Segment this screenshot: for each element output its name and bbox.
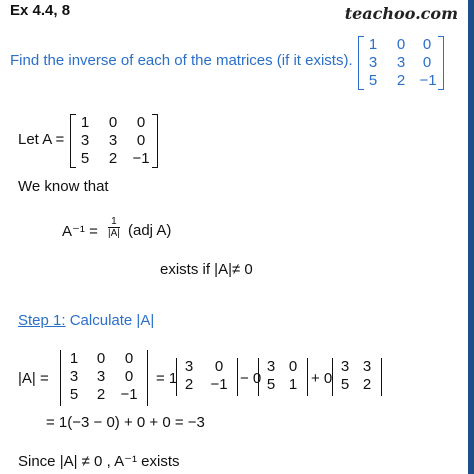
- det-op-plus-zero: + 0: [311, 370, 333, 387]
- right-accent-bar: [468, 0, 474, 474]
- matrix-cell: −1: [210, 376, 228, 393]
- brand-logo: teachoo.com: [344, 4, 458, 23]
- matrix-cell: 1: [80, 114, 90, 131]
- matrix-cell: 3: [368, 54, 378, 71]
- fraction-numerator: 1: [108, 216, 120, 228]
- matrix-cell: 2: [96, 386, 106, 403]
- let-a-matrix: [70, 114, 158, 168]
- question-text: Find the inverse of each of the matrices (if it exists).: [10, 52, 353, 69]
- det-minor-2: [258, 358, 308, 396]
- det-bar-left: [258, 358, 259, 396]
- matrix-cell: 1: [288, 376, 298, 393]
- det-bar-right: [307, 358, 308, 396]
- matrix-cell: 3: [396, 54, 406, 71]
- matrix-cell: 3: [266, 358, 276, 375]
- inverse-lhs: A⁻¹ =: [62, 223, 98, 240]
- matrix-cell: 1: [69, 350, 79, 367]
- exists-if-text: exists if |A|≠ 0: [160, 261, 253, 278]
- matrix-cell: 0: [108, 114, 118, 131]
- matrix-cell: 0: [396, 36, 406, 53]
- matrix-cell: 0: [96, 350, 106, 367]
- we-know-text: We know that: [18, 178, 109, 195]
- matrix-cell: −1: [419, 72, 437, 89]
- matrix-cell: 3: [96, 368, 106, 385]
- matrix-cell: 5: [266, 376, 276, 393]
- matrix-cell: 3: [362, 358, 372, 375]
- matrix-cell: 2: [108, 150, 118, 167]
- matrix-cell: 0: [422, 54, 432, 71]
- matrix-cell: 0: [124, 368, 134, 385]
- det-matrix: [60, 350, 148, 406]
- matrix-cell: 0: [288, 358, 298, 375]
- matrix-cell: 0: [136, 114, 146, 131]
- inverse-fraction: [108, 216, 120, 239]
- det-eq-one: = 1: [156, 370, 178, 387]
- det-op-minus-zero: − 0: [240, 370, 262, 387]
- exercise-title: Ex 4.4, 8: [10, 2, 71, 19]
- matrix-cell: 5: [368, 72, 378, 89]
- matrix-cell: 2: [396, 72, 406, 89]
- matrix-cell: 5: [340, 376, 350, 393]
- matrix-cell: 0: [136, 132, 146, 149]
- det-minor-1: [176, 358, 238, 396]
- inverse-rhs: (adj A): [128, 222, 172, 239]
- det-result-line: = 1(−3 − 0) + 0 + 0 = −3: [46, 414, 205, 431]
- step-1-text: Calculate |A|: [69, 312, 155, 329]
- matrix-cell: 3: [80, 132, 90, 149]
- matrix-cell: 5: [69, 386, 79, 403]
- matrix-cell: −1: [132, 150, 150, 167]
- let-a-label: Let A =: [18, 131, 65, 148]
- det-bar-left: [60, 350, 61, 406]
- det-bar-left: [332, 358, 333, 396]
- det-bar-right: [147, 350, 148, 406]
- matrix-cell: −1: [120, 386, 138, 403]
- det-bar-left: [176, 358, 177, 396]
- question-matrix: [358, 36, 444, 90]
- matrix-cell: 0: [422, 36, 432, 53]
- det-bar-right: [381, 358, 382, 396]
- fraction-denominator: |A|: [108, 228, 120, 239]
- matrix-cell: 2: [184, 376, 194, 393]
- step-1-label: Step 1:: [18, 312, 66, 329]
- matrix-cell: 1: [368, 36, 378, 53]
- matrix-cell: 3: [184, 358, 194, 375]
- det-lhs: |A| =: [18, 370, 49, 387]
- matrix-cell: 2: [362, 376, 372, 393]
- matrix-cell: 0: [124, 350, 134, 367]
- matrix-cell: 3: [108, 132, 118, 149]
- conclusion-text: Since |A| ≠ 0 , A⁻¹ exists: [18, 453, 180, 470]
- matrix-cell: 3: [69, 368, 79, 385]
- det-minor-3: [332, 358, 382, 396]
- matrix-cell: 0: [214, 358, 224, 375]
- det-bar-right: [237, 358, 238, 396]
- matrix-cell: 3: [340, 358, 350, 375]
- matrix-cell: 5: [80, 150, 90, 167]
- step-1-heading: [18, 312, 154, 329]
